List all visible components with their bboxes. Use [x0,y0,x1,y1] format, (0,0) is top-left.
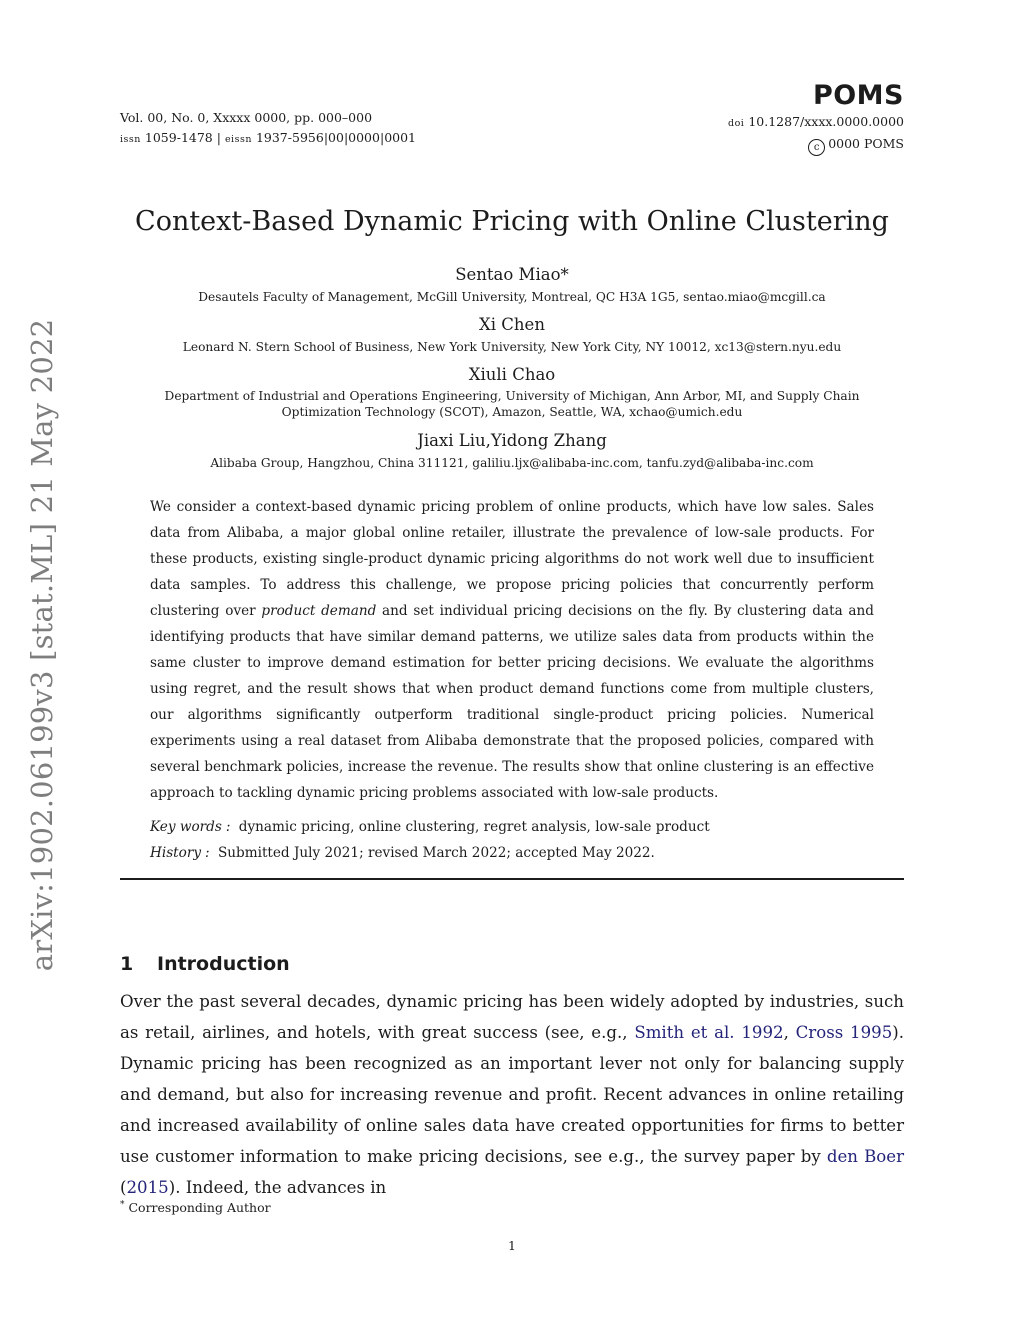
citation-link[interactable]: Cross 1995 [795,1023,893,1042]
author-name: Sentao Miao* [455,265,569,284]
section-number: 1 [120,953,134,975]
section-heading [120,950,290,978]
doi-label: doi [728,118,745,129]
journal-header-right [728,80,904,156]
keywords-value: dynamic pricing, online clustering, regret analysis, low-sale product [238,819,710,835]
eissn-value: 1937-5956 [255,130,324,145]
paper-title: Context-Based Dynamic Pricing with Online Clustering [135,206,889,237]
author-name: Jiaxi Liu,Yidong Zhang [417,431,607,450]
abstract-emphasis: product demand [261,603,377,619]
volume-line: Vol. 00, No. 0, Xxxxx 0000, pp. 000–000 [120,110,373,125]
copyright-text: 0000 POMS [828,136,904,151]
abstract-text: and set individual pricing decisions on the fly. By clustering data and identifying products that have similar demand patterns, we utilize sales data from products within the same cluster to improve demand estimation for better pricing decisions. We evaluate the algorithms using regret, and the result shows that when product demand functions come from multiple clusters, our algorithms significantly outperform traditional single-product pricing policies. Numerical experiments using a real dataset from Alibaba demonstrate that the proposed policies, compared with several benchmark policies, increase the revenue. The results show that online clustering is an effective approach to tackling dynamic pricing problems associated with low-sale products. [150,603,874,801]
eissn-label: eissn [224,134,252,145]
citation-link[interactable]: 2015 [126,1178,169,1197]
author-affiliation: Leonard N. Stern School of Business, New York University, New York City, NY 10012, xc13@stern.nyu.edu [182,340,842,354]
footnote-mark: * [120,1200,125,1210]
abstract-divider [120,878,904,880]
body-text: ). Dynamic pricing has been recognized as an important lever not only for balancing supply and demand, but also for increasing revenue and profit. Recent advances in online retailing and increased availability of online sales data have created opportunities for firms to better use customer information to make pricing decisions, see e.g., the survey paper by [120,1023,904,1166]
page-number: 1 [508,1238,516,1253]
keywords-line: Key words : dynamic pricing, online clustering, regret analysis, low-sale product [150,819,710,835]
issue-code-3: 0001 [384,130,416,145]
footnote-text: Corresponding Author [128,1200,271,1216]
keywords-label: Key words [150,819,222,835]
keywords-block [150,814,710,866]
citation-link[interactable]: Smith et al. 1992 [634,1023,784,1042]
abstract [150,494,874,806]
body-text: Over the past several decades, dynamic pricing has been widely adopted by industries, such as retail, airlines, and hotels, with great success (see, e.g., [120,992,904,1042]
history-value: Submitted July 2021; revised March 2022; accepted May 2022. [217,845,655,861]
author-name: Xiuli Chao [468,365,556,384]
author-affiliation: Alibaba Group, Hangzhou, China 311121, galiliu.ljx@alibaba-inc.com, tanfu.zyd@alibaba-inc.com [210,456,814,470]
citation-link[interactable]: den Boer [826,1147,904,1166]
section-title: Introduction [157,953,290,975]
doi-line [728,112,904,134]
copyright-icon: c [808,139,825,156]
author-name: Xi Chen [479,315,545,334]
body-text: ( [120,1178,127,1197]
issue-code: 00 [328,130,344,145]
issn-label: issn [120,134,141,145]
history-label: History [150,845,202,861]
issn-value: 1059-1478 [144,130,213,145]
journal-name: POMS [812,80,904,111]
issue-code-2: 0000 [348,130,380,145]
abstract-text: We consider a context-based dynamic pricing problem of online products, which have low sales. Sales data from Alibaba, a major global online retailer, illustrate the prevalence of low-sale products. For these products, existing single-product dynamic pricing algorithms do not work well due to insufficient data samples. To address this challenge, we propose pricing policies that concurrently perform clustering over [150,499,874,619]
author-affiliation: Department of Industrial and Operations Engineering, University of Michigan, Ann Arbor, MI, and Supply Chain Optimization Technology (SCOT), Amazon, Seattle, WA, xchao@umich.edu [164,389,860,419]
doi-value: 10.1287/xxxx.0000.0000 [748,114,904,129]
history-line: History : Submitted July 2021; revised March 2022; accepted May 2022. [150,845,655,861]
author-affiliation: Desautels Faculty of Management, McGill University, Montreal, QC H3A 1G5, sentao.miao@mcgill.ca [198,290,826,304]
intro-paragraph [120,986,904,1203]
arxiv-side-stamp: arXiv:1902.06199v3 [stat.ML] 21 May 2022 [25,318,59,972]
body-text: , [783,1023,796,1042]
journal-header-left [120,108,416,150]
body-text: ). Indeed, the advances in [168,1178,387,1197]
footnote [120,1195,271,1218]
issn-line: issn 1059-1478 | eissn 1937-5956|00|0000|0001 [120,130,416,145]
copyright-line [728,134,904,156]
